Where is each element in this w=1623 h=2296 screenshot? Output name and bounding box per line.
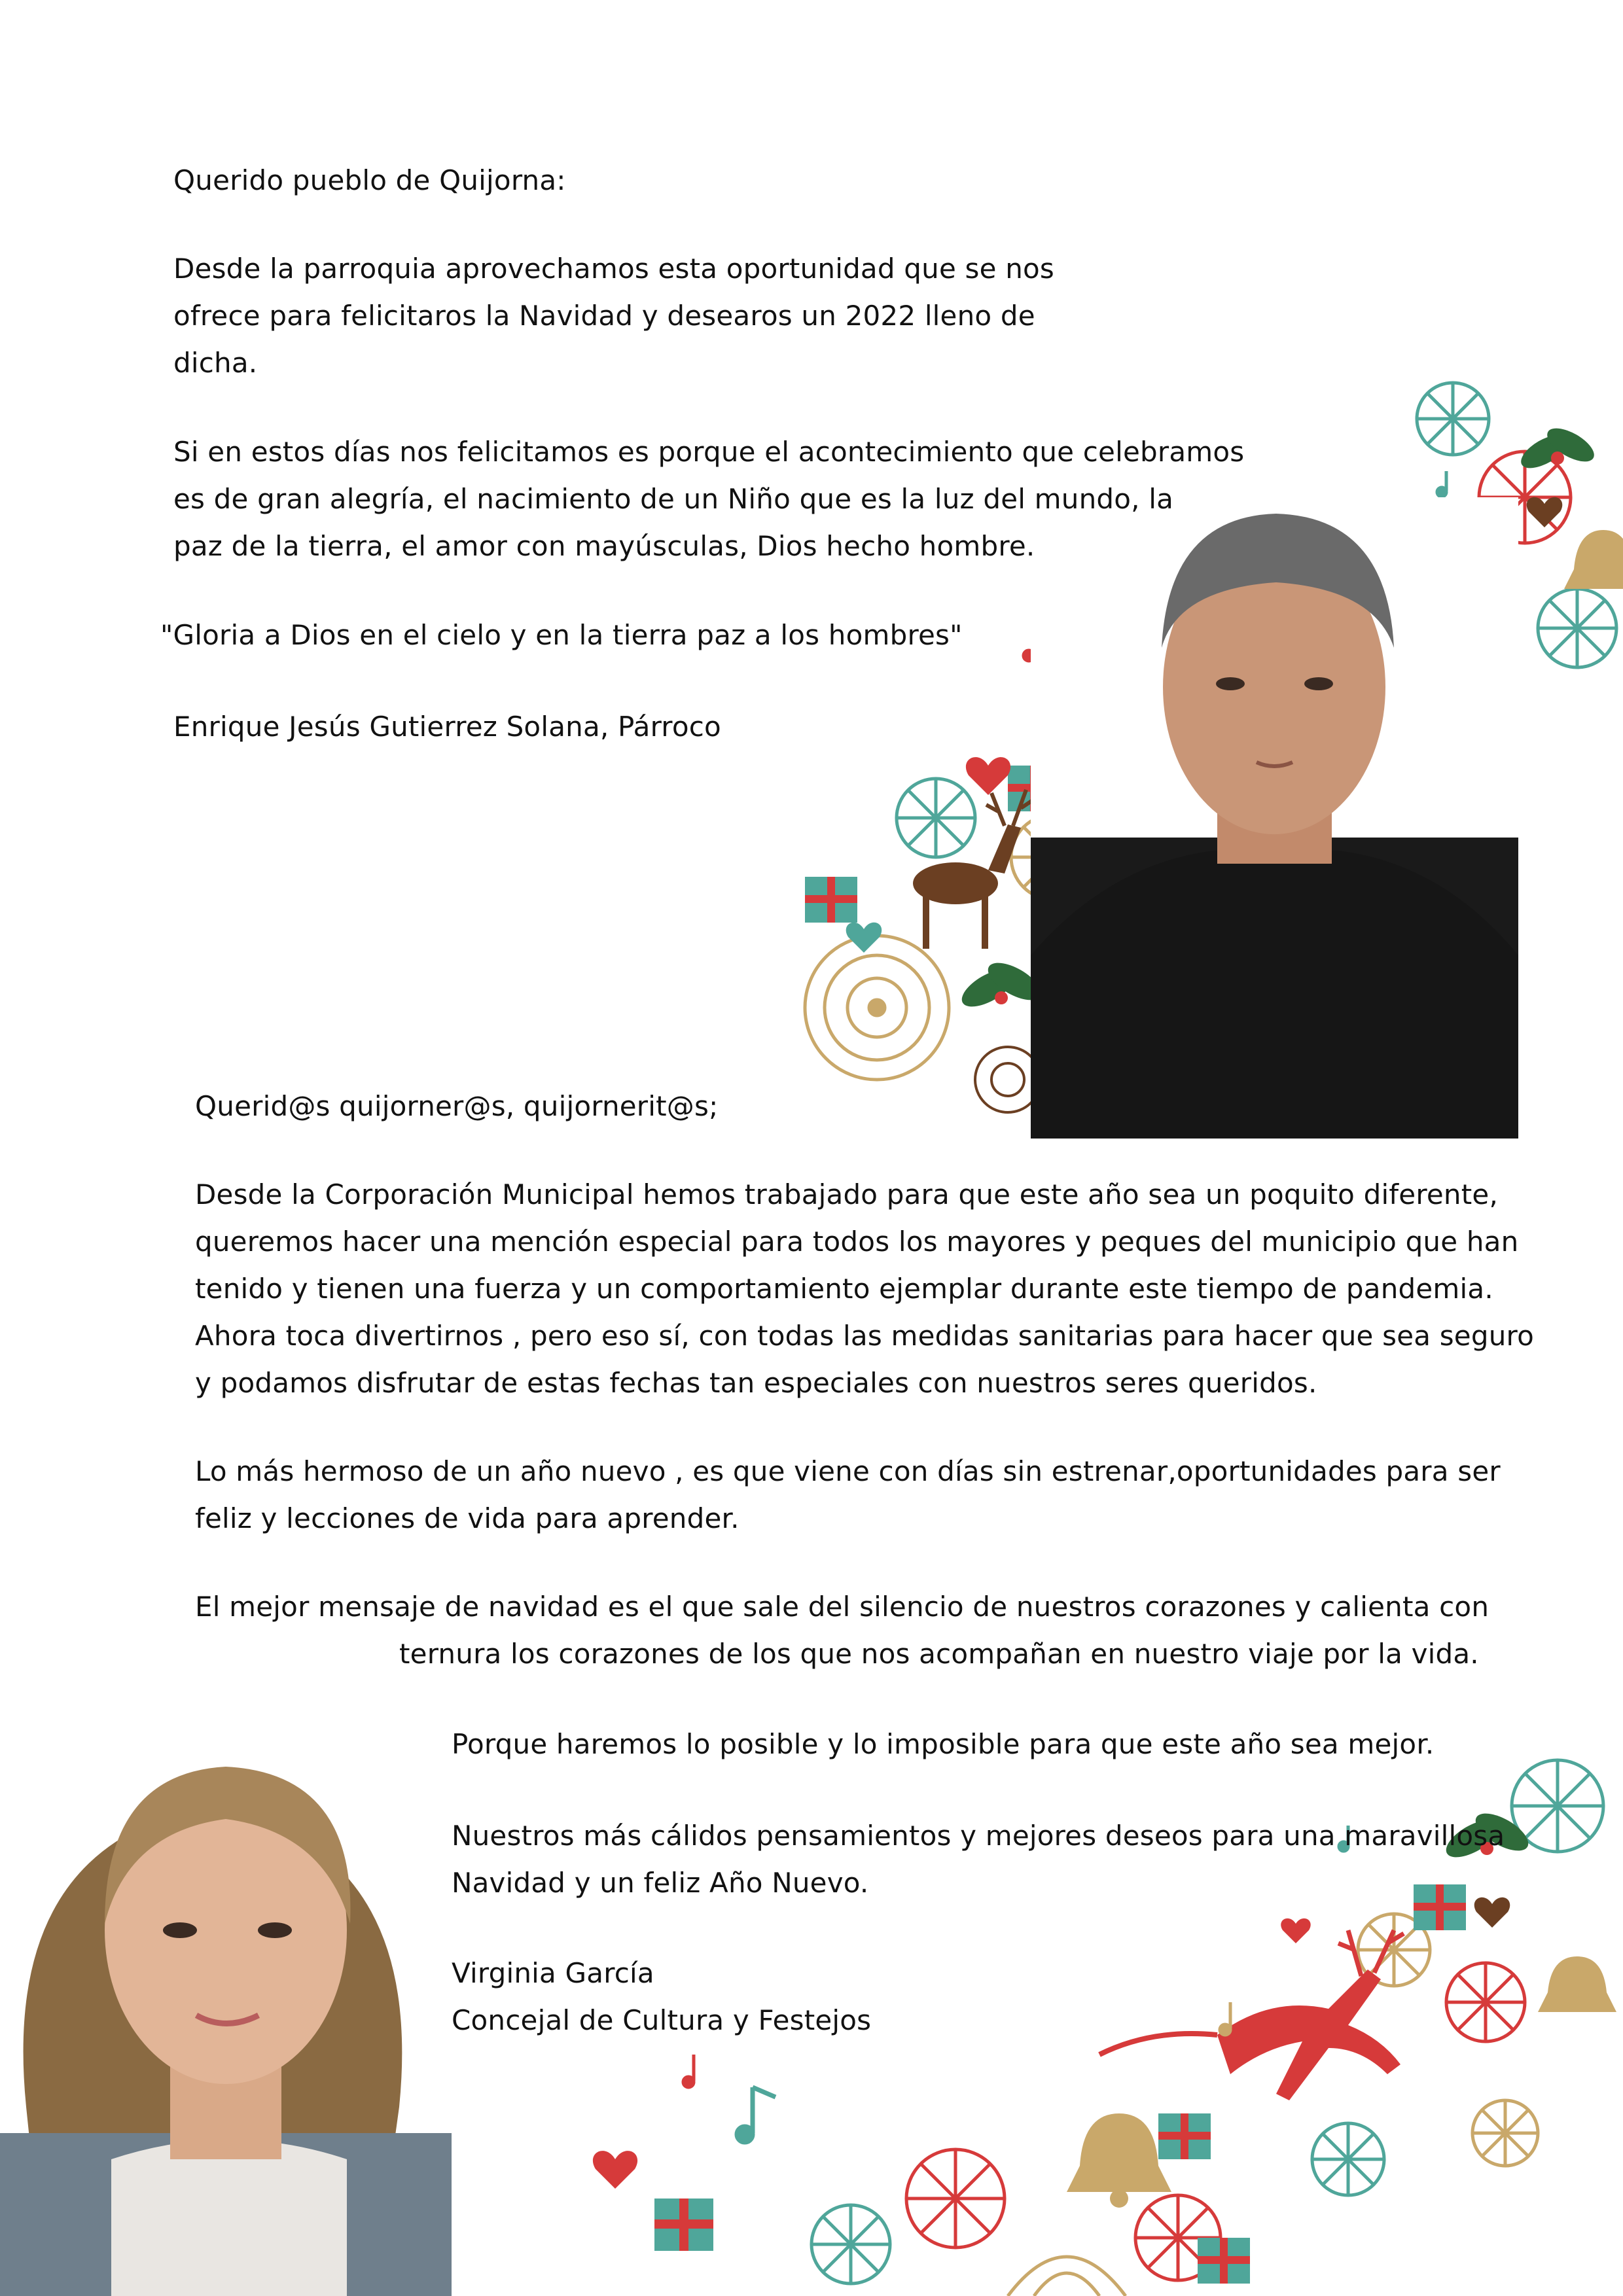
bell-icon bbox=[1067, 2113, 1171, 2208]
letter2-para5-line1: Nuestros más cálidos pensamientos y mejores deseos para una maravillosa bbox=[452, 1820, 1505, 1852]
bell-icon bbox=[1538, 1956, 1616, 2012]
mandala-ornament bbox=[1008, 2257, 1126, 2296]
heart-icon bbox=[1527, 497, 1563, 527]
mandala-ornament bbox=[805, 936, 949, 1080]
snowflake-icon bbox=[906, 2149, 1005, 2248]
letter2-para4: Porque haremos lo posible y lo imposible para que este año sea mejor. bbox=[452, 1728, 1435, 1760]
snowflake-icon bbox=[1446, 1963, 1525, 2041]
snowflake-icon bbox=[897, 779, 975, 857]
councillor-photo bbox=[0, 1649, 452, 2296]
priest-photo bbox=[1031, 497, 1518, 1139]
letter2-greeting: Querid@s quijorner@s, quijornerit@s; bbox=[195, 1090, 719, 1122]
letter2-para3-line1: El mejor mensaje de navidad es el que sale del silencio de nuestros corazones y calienta con bbox=[195, 1591, 1489, 1623]
heart-icon bbox=[1474, 1898, 1510, 1928]
letter1-para2-line1: Si en estos días nos felicitamos es porque el acontecimiento que celebramos bbox=[173, 436, 1245, 468]
letter2-para2-line2: feliz y lecciones de vida para aprender. bbox=[195, 1502, 740, 1534]
letter1-quote: "Gloria a Dios en el cielo y en la tierra paz a los hombres" bbox=[160, 619, 963, 651]
letter2-sign-role: Concejal de Cultura y Festejos bbox=[452, 2004, 872, 2036]
letter2-para3-line2: ternura los corazones de los que nos acompañan en nuestro viaje por la vida. bbox=[399, 1638, 1479, 1670]
letter2-para1-line3: tenido y tienen una fuerza y un comportamiento ejemplar durante este tiempo de pandemia. bbox=[195, 1273, 1493, 1305]
gift-icon bbox=[1414, 1884, 1466, 1930]
snowflake-icon bbox=[812, 2205, 890, 2284]
letter1-para2-line2: es de gran alegría, el nacimiento de un Niño que es la luz del mundo, la bbox=[173, 483, 1174, 515]
music-note-icon bbox=[1220, 2002, 1230, 2035]
gift-icon bbox=[654, 2199, 713, 2251]
snowflake-icon bbox=[1312, 2123, 1384, 2195]
heart-icon bbox=[593, 2151, 637, 2189]
music-note-icon bbox=[683, 2055, 694, 2087]
letter2-para1-line4: Ahora toca divertirnos , pero eso sí, con todas las medidas sanitarias para hacer que sea seguro bbox=[195, 1320, 1534, 1352]
letter1-para1-line3: dicha. bbox=[173, 347, 258, 379]
bell-icon bbox=[1564, 530, 1623, 589]
letter2-para5-line2: Navidad y un feliz Año Nuevo. bbox=[452, 1867, 869, 1899]
heart-icon bbox=[966, 757, 1010, 795]
heart-icon bbox=[846, 923, 882, 953]
gift-icon bbox=[1158, 2113, 1211, 2159]
gift-icon bbox=[1198, 2238, 1250, 2284]
letter2-sign-name: Virginia García bbox=[452, 1957, 654, 1989]
letter1-para1-line1: Desde la parroquia aprovechamos esta oportunidad que se nos bbox=[173, 253, 1055, 285]
gift-icon bbox=[805, 877, 857, 923]
letter2-para1-line2: queremos hacer una mención especial para todos los mayores y peques del municipio que han bbox=[195, 1226, 1519, 1258]
letter2-para2-line1: Lo más hermoso de un año nuevo , es que viene con días sin estrenar,oportunidades para ser bbox=[195, 1455, 1501, 1487]
letter1-para2-line3: paz de la tierra, el amor con mayúsculas, Dios hecho hombre. bbox=[173, 530, 1035, 562]
letter1-para1-line2: ofrece para felicitaros la Navidad y desearos un 2022 lleno de bbox=[173, 300, 1035, 332]
letter1-greeting: Querido pueblo de Quijorna: bbox=[173, 164, 566, 196]
music-note-icon bbox=[1437, 471, 1446, 497]
snowflake-icon bbox=[1472, 2100, 1538, 2166]
letter2-para1-line5: y podamos disfrutar de estas fechas tan especiales con nuestros seres queridos. bbox=[195, 1367, 1317, 1399]
heart-icon bbox=[1281, 1918, 1310, 1943]
snowflake-icon bbox=[1538, 589, 1616, 667]
letter2-para1-line1: Desde la Corporación Municipal hemos trabajado para que este año sea un poquito diferente, bbox=[195, 1178, 1498, 1210]
music-note-icon bbox=[737, 2087, 776, 2142]
snowflake-icon bbox=[1417, 383, 1489, 455]
letter1-signature: Enrique Jesús Gutierrez Solana, Párroco bbox=[173, 711, 721, 743]
